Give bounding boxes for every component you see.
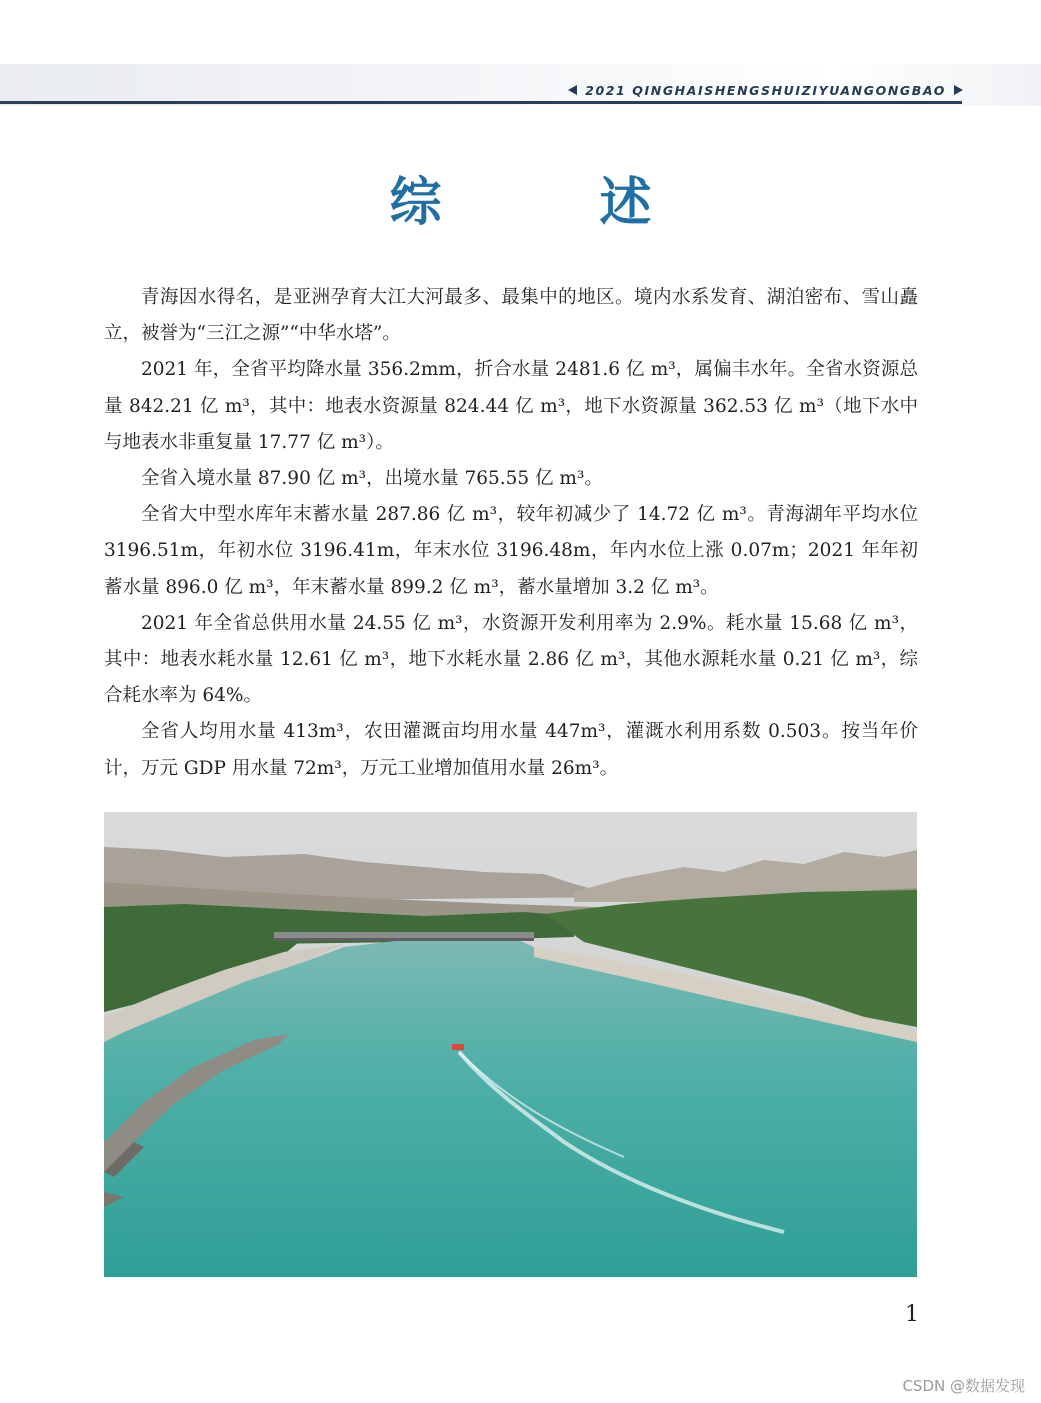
- body-text: [104, 280, 918, 787]
- page-title: 综 述: [389, 173, 722, 233]
- paragraph: 2021 年全省总供用水量 24.55 亿 m³，水资源开发利用率为 2.9%。耗水量 15.68 亿 m³，其中：地表水耗水量 12.61 亿 m³，地下水耗水量 2.86 亿 m³，其他水源耗水量 0.21 亿 m³，综合耗水率为 64%。: [104, 612, 918, 707]
- page-number: 1: [905, 1302, 919, 1327]
- paragraph: 青海因水得名，是亚洲孕育大江大河最多、最集中的地区。境内水系发育、湖泊密布、雪山矗立，被誉为“三江之源”“中华水塔”。: [104, 287, 918, 345]
- paragraph: 全省入境水量 87.90 亿 m³，出境水量 765.55 亿 m³。: [141, 468, 603, 490]
- watermark: CSDN @数据发现: [902, 1377, 1025, 1395]
- paragraph: 全省大中型水库年末蓄水量 287.86 亿 m³，较年初减少了 14.72 亿 m³。青海湖年平均水位 3196.51m，年初水位 3196.41m，年末水位 3196.48m，年内水位上涨 0.07m；2021 年年初蓄水量 896.0 亿 m³，年末蓄水量 899.2 亿 m³，蓄水量增加 3.2 亿 m³。: [104, 504, 918, 598]
- running-title: 2021 QINGHAISHENGSHUIZIYUANGONGBAO: [585, 82, 946, 98]
- header-rule: [0, 101, 962, 104]
- river-photo: [104, 812, 917, 1277]
- triangle-left-icon: [568, 85, 577, 95]
- paragraph: 2021 年，全省平均降水量 356.2mm，折合水量 2481.6 亿 m³，属偏丰水年。全省水资源总量 842.21 亿 m³，其中：地表水资源量 824.44 亿 m³，地下水资源量 362.53 亿 m³（地下水中与地表水非重复量 17.77 亿 m³）。: [104, 359, 918, 453]
- triangle-right-icon: [954, 85, 963, 95]
- paragraph: 全省人均用水量 413m³，农田灌溉亩均用水量 447m³，灌溉水利用系数 0.503。按当年价计，万元 GDP 用水量 72m³，万元工业增加值用水量 26m³。: [104, 721, 918, 779]
- running-header: [568, 80, 963, 100]
- river-photo-illustration: [104, 812, 917, 1277]
